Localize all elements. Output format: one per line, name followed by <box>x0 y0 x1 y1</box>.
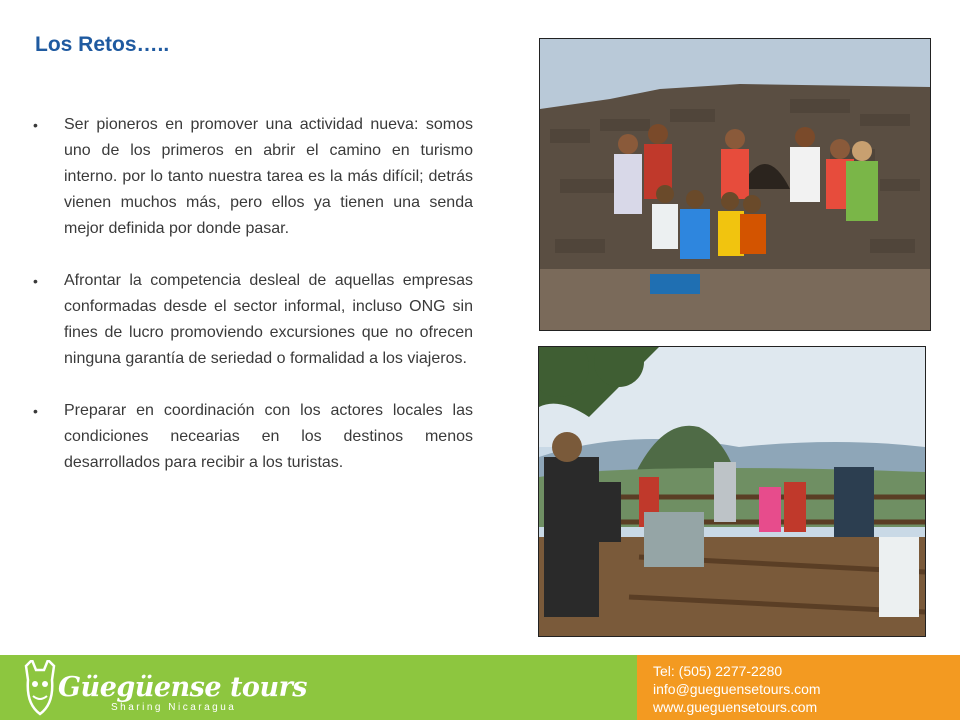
phone-number: Tel: (505) 2277-2280 <box>653 663 783 679</box>
list-item <box>33 398 473 476</box>
bullet-marker: • <box>33 273 38 289</box>
website-link[interactable]: www.gueguensetours.com <box>653 699 818 715</box>
company-logo-text: Güegüense tours <box>58 672 307 703</box>
list-item <box>33 112 473 242</box>
contact-info <box>653 662 821 716</box>
bullet-marker: • <box>33 117 38 133</box>
viewpoint-hikers-photo <box>538 346 926 637</box>
list-item <box>33 268 473 372</box>
slide-title: Los Retos….. <box>35 33 170 56</box>
email-address: info@gueguensetours.com <box>653 681 821 697</box>
bullet-text: Afrontar la competencia desleal de aquellas empresas conformadas desde el sector informal, incluso ONG sin fines de lucro promoviendo excursiones que no ofrecen ninguna garantía de seriedad o formalidad a los viajeros. <box>64 272 473 367</box>
bullet-text: Preparar en coordinación con los actores locales las condiciones necearias en los destinos menos desarrollados para recibir a los turistas. <box>64 402 473 471</box>
company-tagline: Sharing Nicaragua <box>111 702 237 713</box>
bullet-text: Ser pioneros en promover una actividad nueva: somos uno de los primeros en abrir el camino en turismo interno. por lo tanto nuestra tarea es la más difícil; detrás vienen muchos más, pero ellos ya tienen una senda mejor definida por donde pasar. <box>64 116 473 237</box>
challenges-list <box>33 112 473 502</box>
group-fortress-photo <box>539 38 931 331</box>
bullet-marker: • <box>33 403 38 419</box>
